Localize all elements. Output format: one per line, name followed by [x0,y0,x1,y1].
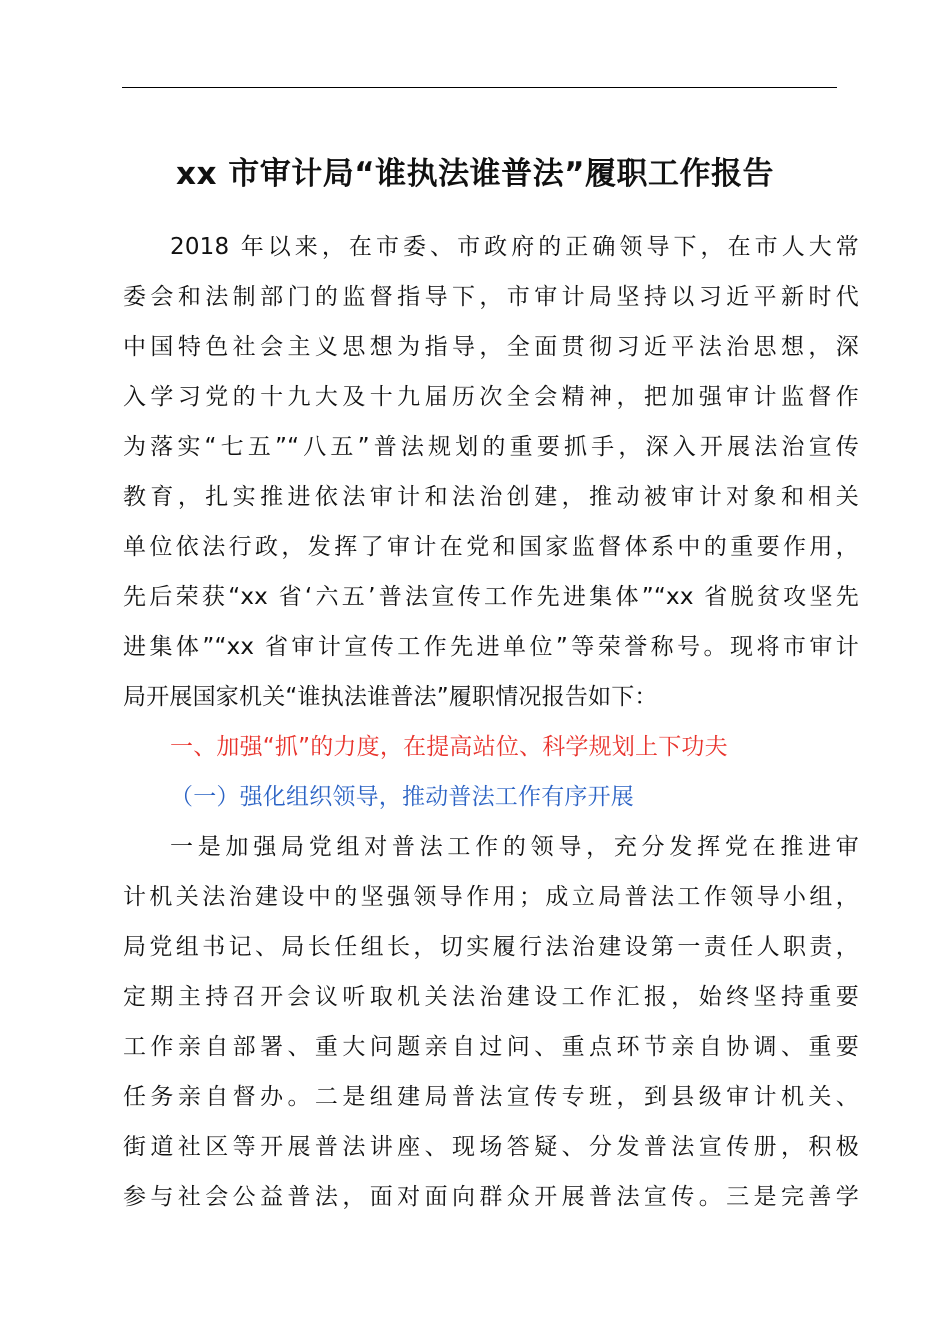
paragraph-line: 一是加强局党组对普法工作的领导，充分发挥党在推进审 [170,834,859,860]
paragraph-line: 局党组书记、局长任组长，切实履行法治建设第一责任人职责， [123,934,859,960]
subsection-heading-1: （一）强化组织领导，推动普法工作有序开展 [170,784,634,810]
paragraph-line: 参与社会公益普法，面对面向群众开展普法宣传。三是完善学 [123,1184,859,1210]
section-heading-1: 一、加强“抓”的力度，在提高站位、科学规划上下功夫 [170,734,728,760]
document-title: xx 市审计局“谁执法谁普法”履职工作报告 [175,156,775,192]
paragraph-line: 为落实“七五”“八五”普法规划的重要抓手，深入开展法治宣传 [123,434,859,460]
paragraph-line: 单位依法行政，发挥了审计在党和国家监督体系中的重要作用， [123,534,859,560]
paragraph-line: 计机关法治建设中的坚强领导作用；成立局普法工作领导小组， [123,884,859,910]
paragraph-line: 街道社区等开展普法讲座、现场答疑、分发普法宣传册，积极 [123,1134,859,1160]
paragraph-line: 任务亲自督办。二是组建局普法宣传专班，到县级审计机关、 [123,1084,859,1110]
paragraph-line: 委会和法制部门的监督指导下，市审计局坚持以习近平新时代 [123,284,859,310]
paragraph-line: 先后荣获“xx 省‘六五’普法宣传工作先进集体”“xx 省脱贫攻坚先 [123,584,859,610]
paragraph-line: 入学习党的十九大及十九届历次全会精神，把加强审计监督作 [123,384,859,410]
paragraph-line: 教育，扎实推进依法审计和法治创建，推动被审计对象和相关 [123,484,859,510]
header-rule [122,87,837,88]
paragraph-line: 局开展国家机关“谁执法谁普法”履职情况报告如下： [123,684,658,710]
paragraph-line: 工作亲自部署、重大问题亲自过问、重点环节亲自协调、重要 [123,1034,859,1060]
paragraph-line: 定期主持召开会议听取机关法治建设工作汇报，始终坚持重要 [123,984,859,1010]
paragraph-line: 中国特色社会主义思想为指导，全面贯彻习近平法治思想，深 [123,334,859,360]
paragraph-line: 进集体”“xx 省审计宣传工作先进单位”等荣誉称号。现将市审计 [123,634,859,660]
paragraph-line: 2018 年以来，在市委、市政府的正确领导下，在市人大常 [170,234,859,260]
